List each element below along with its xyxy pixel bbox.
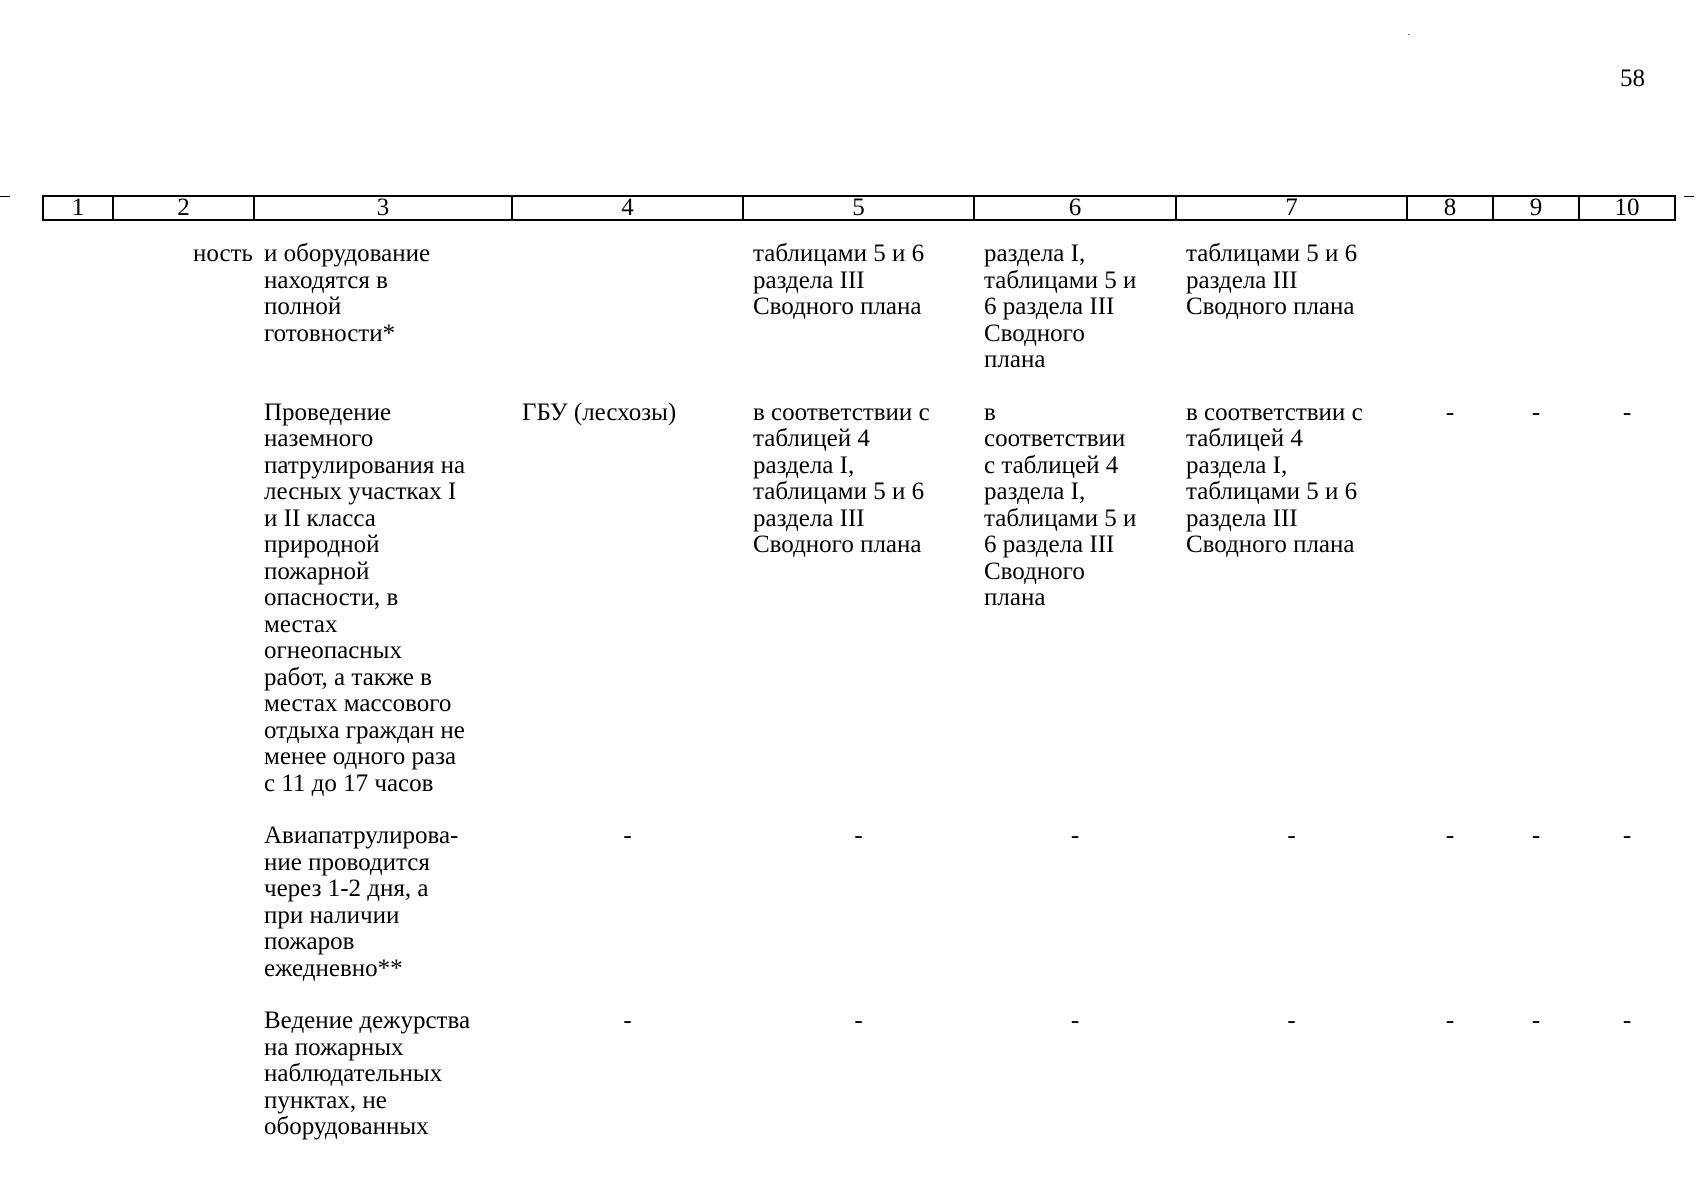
column-header-9: 9 [1493, 196, 1579, 220]
column-header-10: 10 [1579, 196, 1675, 220]
table-cell: - [623, 822, 632, 849]
table-cell: - [1531, 398, 1541, 426]
table-cell: - [1445, 1007, 1455, 1034]
table-cell: Проведение наземного патрулирования на лесных участках I и II класса природной пожарной опасности, в местах огнеопасных работ, а также в местах массового отдыха граждан не менее одного раза с 11 до 17 часов [264, 398, 466, 797]
table-cell: - [1445, 822, 1455, 849]
column-header-8: 8 [1407, 196, 1493, 220]
table-row [43, 220, 1675, 400]
table-cell: - [1287, 822, 1296, 849]
margin-mark-right [1684, 196, 1694, 197]
column-number-row [43, 196, 1675, 220]
table-cell [43, 823, 113, 1008]
table-cell [43, 400, 113, 824]
column-header-4: 4 [512, 196, 743, 220]
table-cell [43, 220, 113, 400]
table-cell: таблицами 5 и 6 раздела III Сводного плана [753, 240, 925, 320]
table-row [43, 400, 1675, 824]
table-cell: в соответствии с таблицей 4 раздела I, таблицами 5 и 6 раздела III Сводного плана [984, 398, 1137, 611]
table-cell [512, 220, 743, 400]
table-cell: Ведение дежурства на пожарных наблюдательных пунктах, не оборудованных [264, 1007, 471, 1140]
table-cell [1579, 220, 1675, 400]
table-cell [113, 400, 254, 824]
table-cell: - [1622, 822, 1632, 849]
table-cell [43, 1008, 113, 1141]
table-cell: в соответствии с таблицей 4 раздела I, таблицами 5 и 6 раздела III Сводного плана [1186, 398, 1363, 558]
table-cell: - [854, 1007, 863, 1034]
table-cell: - [1531, 822, 1541, 849]
table-cell: в соответствии с таблицей 4 раздела I, таблицами 5 и 6 раздела III Сводного плана [753, 398, 930, 558]
table-cell: - [623, 1007, 632, 1034]
table-cell: - [1070, 822, 1080, 849]
table-cell: - [1287, 1007, 1296, 1034]
table-cell: раздела I, таблицами 5 и 6 раздела III Сводного плана [984, 240, 1137, 373]
column-header-7: 7 [1176, 196, 1407, 220]
plan-table [42, 195, 1676, 1141]
table-cell: - [1622, 1007, 1632, 1034]
table-cell: ГБУ (лесхозы) [522, 398, 677, 426]
table-cell: ность [193, 240, 253, 267]
table-cell: - [1445, 398, 1455, 426]
table-cell: и оборудование находятся в полной готовности* [264, 240, 431, 347]
table-cell [113, 1008, 254, 1141]
column-header-2: 2 [113, 196, 254, 220]
table-cell [113, 823, 254, 1008]
table-cell: - [1531, 1007, 1541, 1034]
table-cell [1407, 220, 1493, 400]
margin-mark-left [0, 196, 10, 197]
table-cell [1493, 220, 1579, 400]
page-number: 58 [1620, 65, 1645, 92]
table-cell: - [1070, 1007, 1080, 1034]
table-cell: таблицами 5 и 6 раздела III Сводного плана [1186, 240, 1358, 320]
table-cell: Авиапатрулирова- ние проводится через 1-2 дня, а при наличии пожаров ежедневно** [264, 822, 459, 982]
column-header-3: 3 [254, 196, 512, 220]
column-header-1: 1 [43, 196, 113, 220]
column-header-6: 6 [974, 196, 1176, 220]
table-cell: - [1622, 398, 1632, 426]
column-header-5: 5 [743, 196, 974, 220]
table-row [43, 1008, 1675, 1141]
table-row [43, 823, 1675, 1008]
table-cell: - [854, 822, 863, 849]
scan-speck [1408, 34, 1410, 35]
